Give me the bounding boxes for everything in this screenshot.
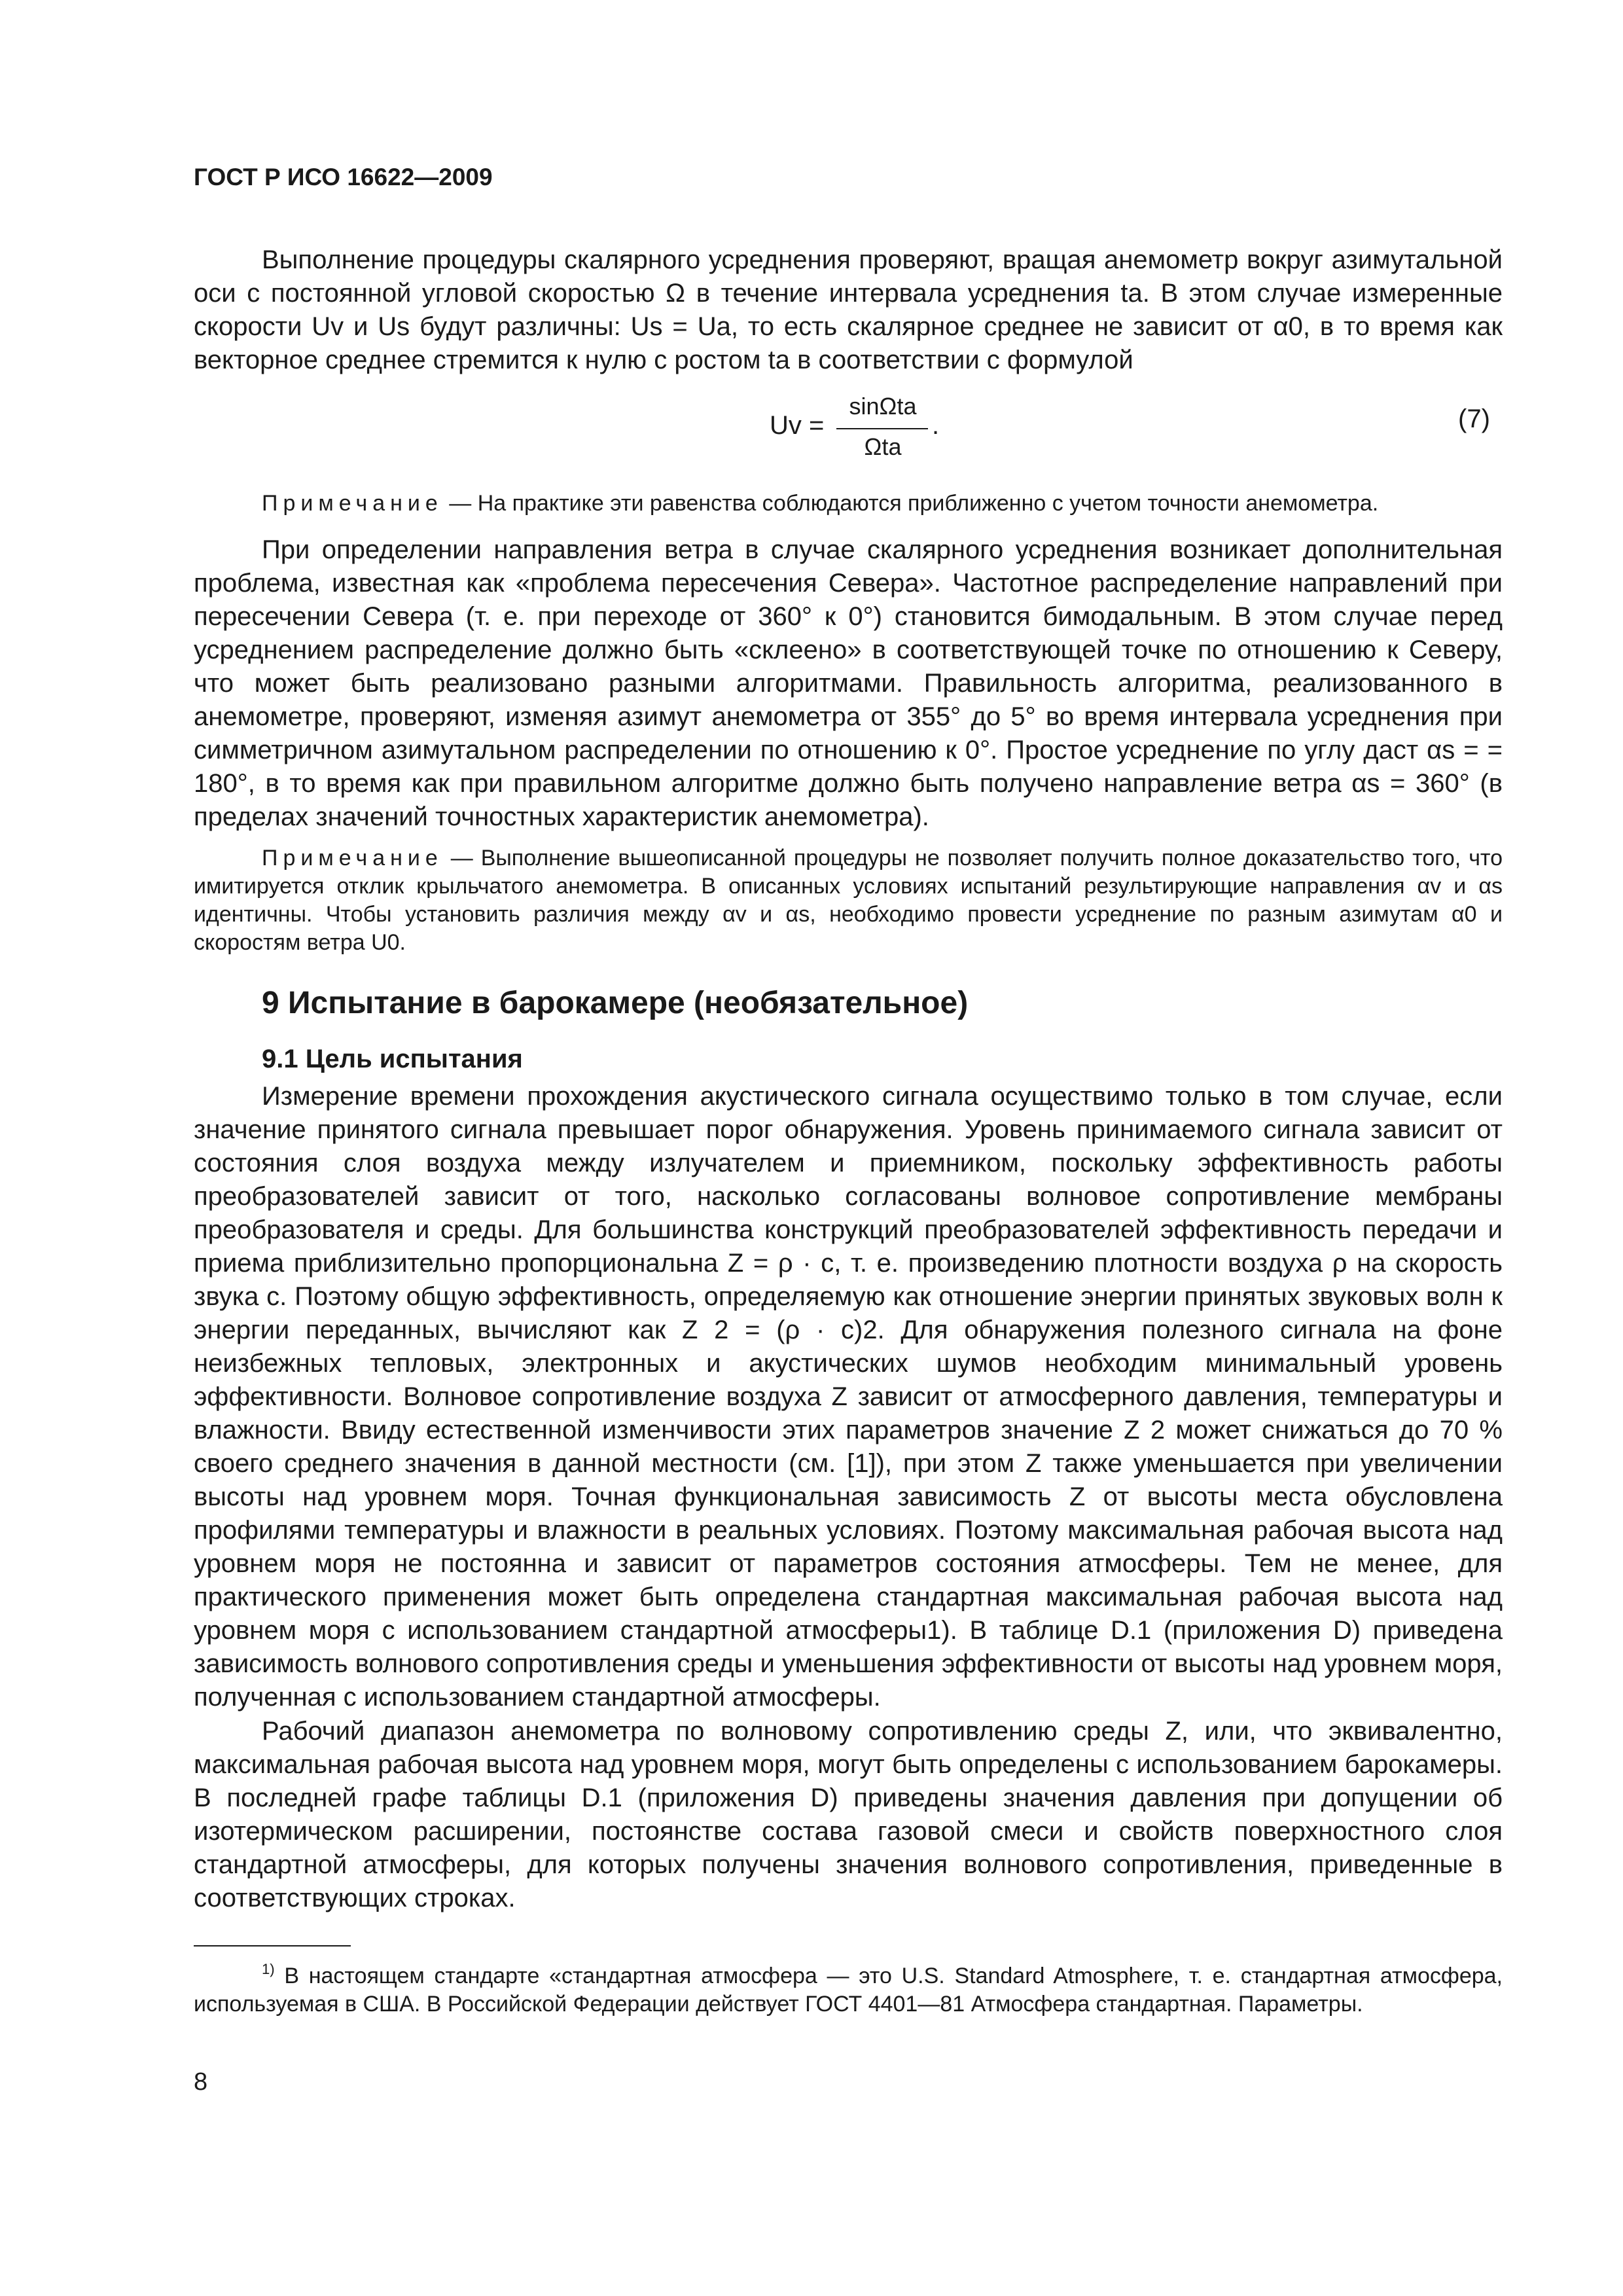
note-text: — Выполнение вышеописанной процедуры не позволяет получить полное доказательство того, что имитируется отклик крыльчатого анемометра. В описанных условиях испытаний результирующие направления αv и αs идентичны. Чтобы установить различия между αv и αs, необходимо провести усреднение по разным азимутам α0 и скоростям ветра U0. bbox=[194, 846, 1503, 955]
footnote-text: В настоящем стандарте «стандартная атмосфера — это U.S. Standard Atmosphere, т. е. стандартная атмосфера, используемая в США. В Российской Федерации действует ГОСТ 4401—81 Атмосфера стандартная. Параметры. bbox=[194, 1964, 1503, 2017]
footnote-mark: 1) bbox=[262, 1961, 275, 1977]
formula-7 bbox=[194, 393, 1503, 471]
footnote-rule bbox=[194, 1945, 351, 1946]
formula-period: . bbox=[932, 411, 940, 440]
paragraph-scalar-averaging bbox=[194, 243, 1503, 377]
formula-lhs: Uv = bbox=[770, 411, 825, 440]
note-label: Примечание bbox=[262, 491, 443, 516]
paragraph-text: При определении направления ветра в случае скалярного усреднения возникает дополнительная проблема, известная как «проблема пересечения Севера». Частотное распределение направлений при пересечении Севера (т. е. при переходе от 360° к 0°) становится бимодальным. В этом случае перед усреднением распределение должно быть «склеено» в соответствующей точке по отношению к Северу, что может быть реализовано разными алгоритмами. Правильность алгоритма, реализованного в анемометре, проверяют, изменяя азимут анемометра от 355° до 5° во время интервала усреднения при симметричном азимутальном распределении по отношению к 0°. Простое усреднение по углу даст αs = = 180°, в то время как при правильном алгоритме должно быть получено направление ветра αs = 360° (в пределах значений точностных характеристик анемометра). bbox=[194, 535, 1503, 831]
page-number: 8 bbox=[194, 2068, 208, 2096]
paragraph-text: Рабочий диапазон анемометра по волновому сопротивлению среды Z, или, что эквивалентно, максимальная рабочая высота над уровнем моря, могут быть определены с использованием барокамеры. В последней графе таблицы D.1 (приложения D) приведены значения давления при допущении об изотермическом расширении, постоянстве состава газовой смеси и свойств поверхностного слоя стандартной атмосферы, для которых получены значения волнового сопротивления, приведенные в соответствующих строках. bbox=[194, 1717, 1503, 1912]
note-label: Примечание bbox=[262, 846, 443, 870]
subsection-title: 9.1 Цель испытания bbox=[262, 1045, 523, 1073]
document-header: ГОСТ Р ИСО 16622—2009 bbox=[194, 164, 493, 190]
formula-denominator: Ωta bbox=[864, 433, 902, 460]
formula-number: (7) bbox=[1458, 404, 1490, 433]
footnote bbox=[194, 1962, 1503, 2018]
paragraph-north-crossing bbox=[194, 533, 1503, 834]
formula-numerator: sinΩta bbox=[849, 393, 917, 420]
fraction-bar bbox=[836, 428, 928, 429]
note-text: — На практике эти равенства соблюдаются приближенно с учетом точности анемометра. bbox=[449, 491, 1379, 516]
section-title: 9 Испытание в барокамере (необязательное) bbox=[262, 986, 969, 1020]
paragraph-operating-range bbox=[194, 1715, 1503, 1915]
paragraph-text: Выполнение процедуры скалярного усреднения проверяют, вращая анемометр вокруг азимутальной оси с постоянной угловой скоростью Ω в течение интервала усреднения ta. В этом случае измеренные скорости Uv и Us будут различны: Us = Ua, то есть скалярное среднее не зависит от α0, в то время как векторное среднее стремится к нулю с ростом ta в соответствии с формулой bbox=[194, 245, 1503, 374]
note-1 bbox=[194, 490, 1503, 518]
paragraph-purpose bbox=[194, 1080, 1503, 1714]
paragraph-text: Измерение времени прохождения акустического сигнала осуществимо только в том случае, если значение принятого сигнала превышает порог обнаружения. Уровень принимаемого сигнала зависит от состояния слоя воздуха между излучателем и приемником, поскольку эффективность работы преобразователей зависит от того, насколько согласованы волновое сопротивление мембраны преобразователя и среды. Для большинства конструкций преобразователей эффективность передачи и приема приблизительно пропорциональна Z = ρ · c, т. е. произведению плотности воздуха ρ на скорость звука c. Поэтому общую эффективность, определяемую как отношение энергии принятых звуковых волн к энергии переданных, вычисляют как Z 2 = (ρ · c)2. Для обнаружения полезного сигнала на фоне неизбежных тепловых, электронных и акустических шумов необходим минимальный уровень эффективности. Волновое сопротивление воздуха Z зависит от атмосферного давления, температуры и влажности. Ввиду естественной изменчивости этих параметров значение Z 2 может снижаться до 70 % своего среднего значения в данной местности (см. [1]), при этом Z также уменьшается при увеличении высоты над уровнем моря. Точная функциональная зависимость Z от высоты места обусловлена профилями температуры и влажности в реальных условиях. Поэтому максимальная рабочая высота над уровнем моря не постоянна и зависит от параметров состояния атмосферы. Тем не менее, для практического применения может быть определена стандартная максимальная рабочая высота над уровнем моря с использованием стандартной атмосферы1). В таблице D.1 (приложения D) приведена зависимость волнового сопротивления среды и уменьшения эффективности от высоты над уровнем моря, полученная с использованием стандартной атмосферы. bbox=[194, 1082, 1503, 1712]
note-2 bbox=[194, 844, 1503, 957]
